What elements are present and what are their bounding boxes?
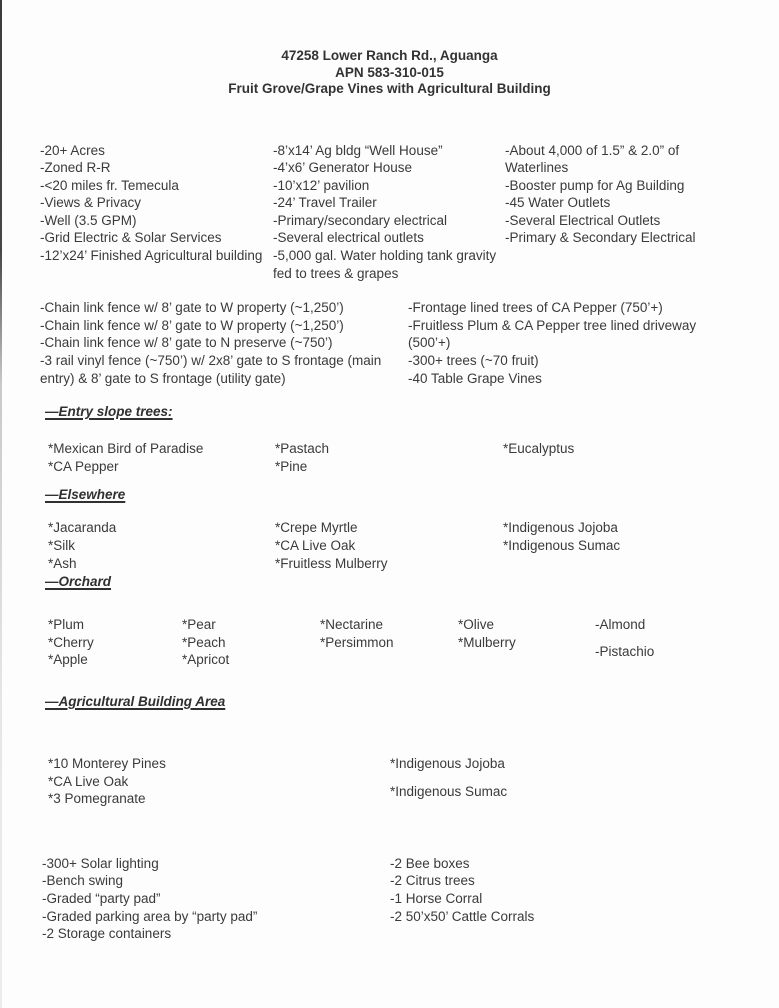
orchard-column-2 bbox=[182, 616, 320, 669]
features-column-3 bbox=[505, 142, 740, 283]
text-line: -300+ Solar lighting bbox=[42, 855, 159, 871]
text-line: -Chain link fence w/ 8’ gate to N preserve (~750’) bbox=[40, 335, 333, 351]
text-line: *Pastach bbox=[275, 441, 330, 457]
text-line: -Graded “party pad” bbox=[42, 890, 161, 906]
text-line: *Apricot bbox=[182, 652, 230, 668]
text-line: -Primary & Secondary Electrical bbox=[505, 230, 696, 246]
text-line: -8’x14’ Ag bldg “Well House” bbox=[273, 142, 443, 158]
document-header bbox=[0, 48, 779, 98]
text-line: -Chain link fence w/ 8’ gate to W property (~1,250’) bbox=[40, 317, 344, 333]
entry-slope-column-1 bbox=[48, 440, 275, 475]
text-line: -Booster pump for Ag Building bbox=[505, 177, 685, 193]
text-line: -40 Table Grape Vines bbox=[408, 370, 542, 386]
text-line: -300+ trees (~70 fruit) bbox=[408, 353, 539, 369]
text-line: -2 50’x50’ Cattle Corrals bbox=[390, 908, 535, 924]
text-line: -3 rail vinyl fence (~750’) w/ 2x8’ gate to S frontage (main entry) & 8’ gate to S frontage (utility gate) bbox=[40, 353, 382, 386]
entry-slope-column-2 bbox=[275, 440, 503, 475]
orchard-heading bbox=[0, 573, 779, 591]
header-address: 47258 Lower Ranch Rd., Aguanga bbox=[281, 48, 498, 63]
text-line: -Frontage lined trees of CA Pepper (750’+) bbox=[408, 300, 663, 316]
ag-building-column-2 bbox=[390, 755, 779, 808]
text-line: -Several electrical outlets bbox=[273, 230, 424, 246]
text-line: *Mexican Bird of Paradise bbox=[48, 441, 204, 457]
features-column-2 bbox=[273, 142, 505, 283]
text-line: *Peach bbox=[182, 634, 226, 650]
text-line: *Indigenous Jojoba bbox=[390, 755, 505, 771]
text-line: -24’ Travel Trailer bbox=[273, 195, 377, 211]
text-line: *Apple bbox=[48, 652, 88, 668]
orchard-column-3 bbox=[320, 616, 458, 669]
text-line: *Crepe Myrtle bbox=[275, 520, 358, 536]
text-line: *Olive bbox=[458, 617, 495, 633]
text-line: *3 Pomegranate bbox=[48, 791, 146, 807]
text-line: *Eucalyptus bbox=[503, 441, 575, 457]
text-line: -Primary/secondary electrical bbox=[273, 212, 448, 228]
text-line: *10 Monterey Pines bbox=[48, 755, 166, 771]
text-line: -Graded parking area by “party pad” bbox=[42, 908, 258, 924]
text-line: *Mulberry bbox=[458, 634, 516, 650]
text-line: *CA Live Oak bbox=[275, 538, 356, 553]
text-line: -Chain link fence w/ 8’ gate to W property (~1,250’) bbox=[40, 300, 344, 316]
header-apn: APN 583-310-015 bbox=[335, 64, 444, 80]
text-line: -Almond bbox=[595, 617, 646, 633]
header-subtitle: Fruit Grove/Grape Vines with Agricultural Building bbox=[228, 81, 551, 96]
fencing-frontage-section bbox=[0, 299, 779, 387]
fencing-column-2 bbox=[408, 299, 718, 387]
misc-column-2 bbox=[390, 855, 779, 943]
orchard-section bbox=[0, 616, 779, 669]
scan-edge-artifact bbox=[0, 0, 2, 1008]
text-line: -About 4,000 of 1.5” & 2.0” of Waterlines bbox=[505, 142, 680, 176]
agricultural-building-area-heading bbox=[0, 693, 779, 711]
ag-building-column-1 bbox=[48, 755, 390, 808]
text-line: *Indigenous Jojoba bbox=[503, 520, 618, 536]
text-line: *Cherry bbox=[48, 634, 94, 650]
elsewhere-heading bbox=[0, 486, 779, 504]
misc-column-1 bbox=[42, 855, 390, 943]
orchard-column-4 bbox=[458, 616, 595, 669]
text-line: *Plum bbox=[48, 617, 85, 633]
text-line: -Grid Electric & Solar Services bbox=[40, 230, 222, 246]
elsewhere-trees-section bbox=[0, 519, 779, 572]
text-line: -2 Bee boxes bbox=[390, 855, 470, 871]
agricultural-building-area-heading-text: —Agricultural Building Area bbox=[45, 693, 226, 709]
misc-amenities-section bbox=[0, 855, 779, 943]
text-line: -5,000 gal. Water holding tank gravity fed to trees & grapes bbox=[273, 248, 497, 281]
text-line: -45 Water Outlets bbox=[505, 195, 611, 211]
text-line: *CA Live Oak bbox=[48, 773, 129, 789]
elsewhere-column-1 bbox=[48, 519, 275, 572]
text-line: -Views & Privacy bbox=[40, 195, 142, 211]
text-line: -Fruitless Plum & CA Pepper tree lined driveway (500’+) bbox=[408, 317, 697, 351]
text-line: *Ash bbox=[48, 555, 77, 571]
text-line: -Zoned R-R bbox=[40, 160, 111, 176]
text-line: *Fruitless Mulberry bbox=[275, 555, 388, 571]
text-line: -Well (3.5 GPM) bbox=[40, 212, 137, 228]
entry-slope-trees-section bbox=[0, 440, 779, 475]
text-line: *Indigenous Sumac bbox=[390, 783, 508, 799]
text-line: -4’x6’ Generator House bbox=[273, 160, 413, 176]
entry-slope-column-3 bbox=[503, 440, 779, 475]
text-line: *Persimmon bbox=[320, 634, 394, 650]
text-line: -10’x12’ pavilion bbox=[273, 177, 370, 193]
text-line: -Pistachio bbox=[595, 643, 655, 659]
text-line: -1 Horse Corral bbox=[390, 890, 483, 906]
text-line: -Bench swing bbox=[42, 873, 124, 889]
features-column-1 bbox=[40, 142, 273, 283]
text-line: -Several Electrical Outlets bbox=[505, 212, 661, 228]
elsewhere-column-3 bbox=[503, 519, 779, 572]
orchard-column-5 bbox=[595, 616, 779, 669]
entry-slope-trees-heading bbox=[0, 403, 779, 421]
text-line: *Silk bbox=[48, 538, 76, 553]
text-line: -20+ Acres bbox=[40, 142, 105, 158]
orchard-column-1 bbox=[48, 616, 182, 669]
elsewhere-column-2 bbox=[275, 519, 503, 572]
text-line: -12’x24’ Finished Agricultural building bbox=[40, 248, 263, 264]
text-line: *Nectarine bbox=[320, 617, 384, 633]
orchard-heading-text: —Orchard bbox=[45, 574, 112, 590]
fencing-column-1 bbox=[40, 299, 408, 387]
text-line: -2 Storage containers bbox=[42, 926, 172, 942]
agricultural-building-area-section bbox=[0, 755, 779, 808]
text-line: *Jacaranda bbox=[48, 520, 117, 536]
text-line: *Indigenous Sumac bbox=[503, 538, 621, 553]
text-line: *CA Pepper bbox=[48, 458, 119, 474]
elsewhere-heading-text: —Elsewhere bbox=[45, 487, 126, 503]
text-line: *Pine bbox=[275, 458, 308, 474]
entry-slope-trees-heading-text: —Entry slope trees: bbox=[45, 404, 173, 420]
text-line: *Pear bbox=[182, 617, 216, 633]
property-features-section bbox=[0, 142, 779, 283]
text-line: -<20 miles fr. Temecula bbox=[40, 177, 179, 193]
text-line: -2 Citrus trees bbox=[390, 873, 475, 889]
